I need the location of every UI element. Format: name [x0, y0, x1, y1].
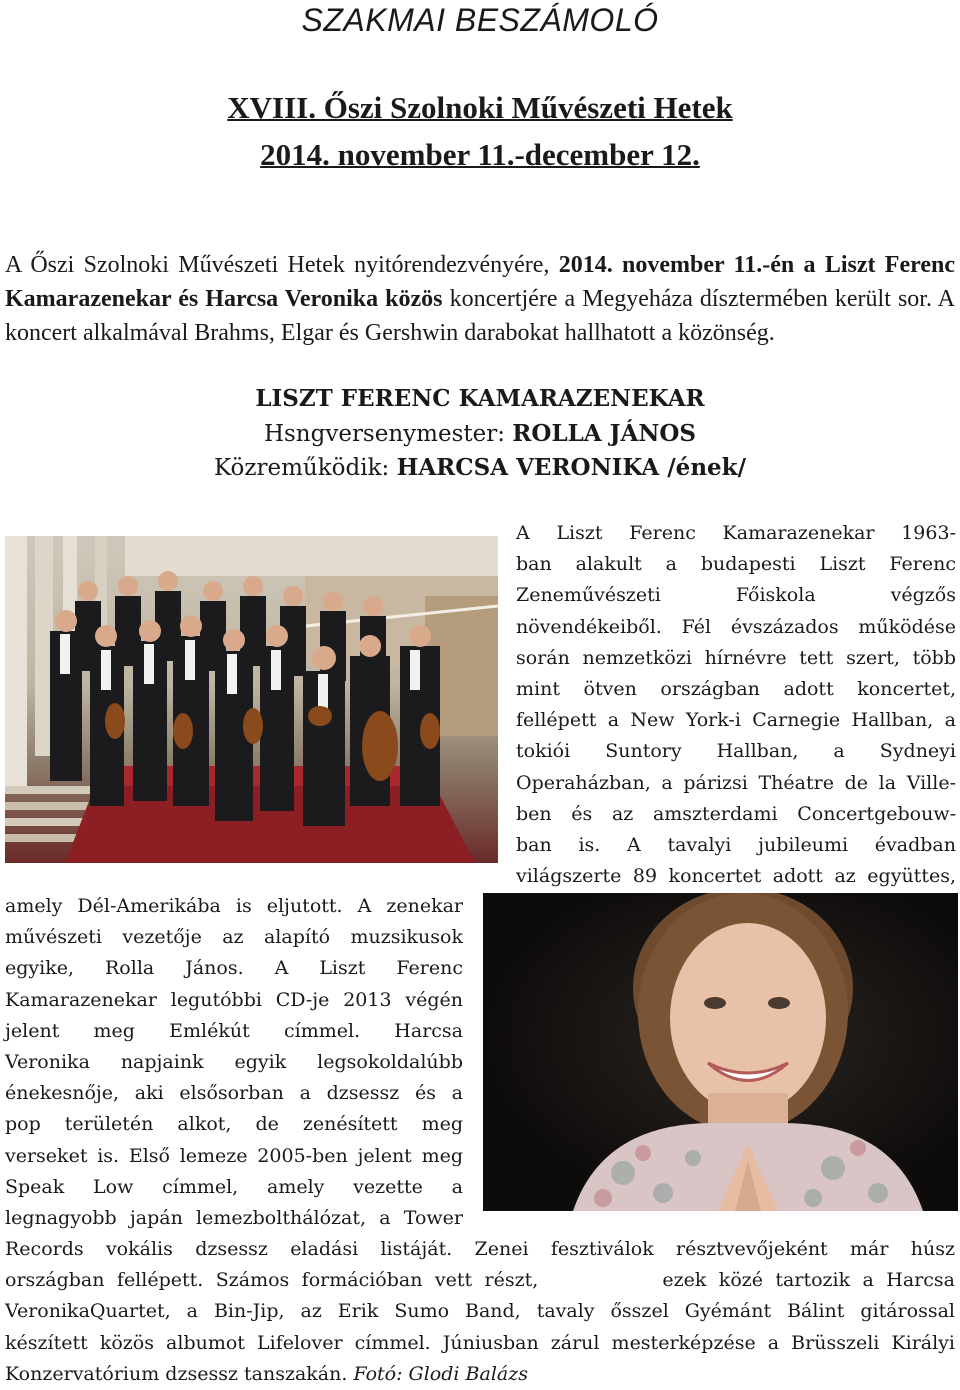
singer-photo-illustration [483, 893, 958, 1211]
event-dates: 2014. november 11.-december 12. [260, 137, 700, 172]
right-col-line: fellépett a New York-i Carnegie Hallban, a [516, 709, 956, 732]
left-col-line: verseket is. Első lemeze 2005-ben jelent meg [5, 1144, 463, 1167]
right-col-line: A Liszt Ferenc Kamarazenekar 1963- [516, 522, 956, 544]
last-line [5, 1359, 955, 1390]
orchestra-photo-illustration [5, 536, 498, 863]
left-col-line: jelent meg Emlékút címmel. Harcsa [5, 1019, 463, 1042]
right-col-line: Zeneművészeti Főiskola végzős [516, 584, 956, 607]
left-column [5, 891, 463, 1234]
right-col-line: ben és az amszterdami Concertgebouw- [516, 802, 956, 825]
left-col-line: egyike, Rolla János. A Liszt Ferenc [5, 957, 463, 980]
right-col-line: Operaházban, a párizsi Théatre de la Ville- [516, 771, 956, 794]
right-col-line: növendékeiből. Fél évszázados működése [516, 615, 956, 638]
left-col-line: amely Dél-Amerikába is eljutott. A zenekar [5, 895, 463, 917]
left-col-line: legnagyobb japán lemezbolthálózat, a Tower [5, 1207, 463, 1230]
concertmaster-name: ROLLA JÁNOS [512, 420, 697, 447]
full-width-line: VeronikaQuartet, a Bin-Jip, az Erik Sumo Band, tavaly ősszel Gyémánt Bálint gitárossal [5, 1300, 955, 1323]
intro-paragraph [5, 248, 955, 350]
orchestra-photo [5, 536, 498, 863]
intro-bold: 2014. november 11.-én a Liszt Ferenc Kamarazenekar és Harcsa Veronika közös [5, 252, 955, 312]
right-col-line: világszerte 89 koncertet adott az együttes, [516, 865, 956, 888]
full-width-line: országban fellépett. Számos formációban vett részt, ezek közé tartozik a Harcsa [5, 1269, 955, 1292]
featuring-name: HARCSA VERONIKA /ének/ [396, 454, 747, 481]
right-col-line: tokiói Suntory Hallban, a Sydneyi [516, 740, 956, 763]
concertmaster-label: Hsngversenymester: [263, 421, 513, 447]
right-col-line: során nemzetközi hírnévre tett szert, több [516, 646, 956, 669]
ensemble-name: LISZT FERENC KAMARAZENEKAR [255, 385, 705, 412]
intro-text-1: A Őszi Szolnoki Művészeti Hetek nyitórendezvényére, [5, 252, 559, 278]
left-col-line: Kamarazenekar legutóbbi CD-je 2013 végén [5, 988, 463, 1011]
singer-photo [483, 893, 958, 1211]
featuring-label: Közreműködik: [213, 455, 397, 481]
full-width-line: Records vokális dzsessz eladási listáját. Zenei fesztiválok résztvevőjeként már húsz [5, 1238, 955, 1260]
page-title: SZAKMAI BESZÁMOLÓ [301, 2, 659, 38]
right-col-line: ban alakult a budapesti Liszt Ferenc [516, 553, 956, 576]
intro-text-2: koncertjére a Megyeháza dísztermében került sor. A koncert alkalmával Brahms, Elgar és Gershwin darabokat hallhatott a közönség. [5, 286, 956, 346]
featuring-line [0, 451, 960, 485]
last-line-text: Konzervatórium dzsessz tanszakán. [5, 1362, 354, 1385]
left-col-line: énekesnője, aki elsősorban a dzsessz és a [5, 1082, 463, 1105]
full-width-text [5, 1234, 955, 1390]
left-col-line: Speak Low címmel, amely vezette a [5, 1175, 463, 1198]
left-col-line: művészeti vezetője az alapító muzsikusok [5, 926, 463, 949]
event-name: XVIII. Őszi Szolnoki Művészeti Hetek [227, 90, 733, 125]
left-col-line: pop területén alkot, de zenésített meg [5, 1113, 463, 1136]
left-col-line: Veronika napjaink egyik legsokoldalúbb [5, 1051, 463, 1074]
right-col-line: ban is. A tavalyi jubileumi évadban [516, 834, 956, 857]
right-column [516, 518, 956, 892]
right-col-line: mint ötven országban adott koncertet, [516, 678, 956, 701]
photo-credit: Fotó: Glodi Balázs [353, 1362, 528, 1385]
concertmaster-line [0, 417, 960, 451]
full-width-line: készített közös albumot Lifelover címmel. Júniusban zárul mesterképzése a Brüsszeli Királyi [5, 1331, 955, 1354]
